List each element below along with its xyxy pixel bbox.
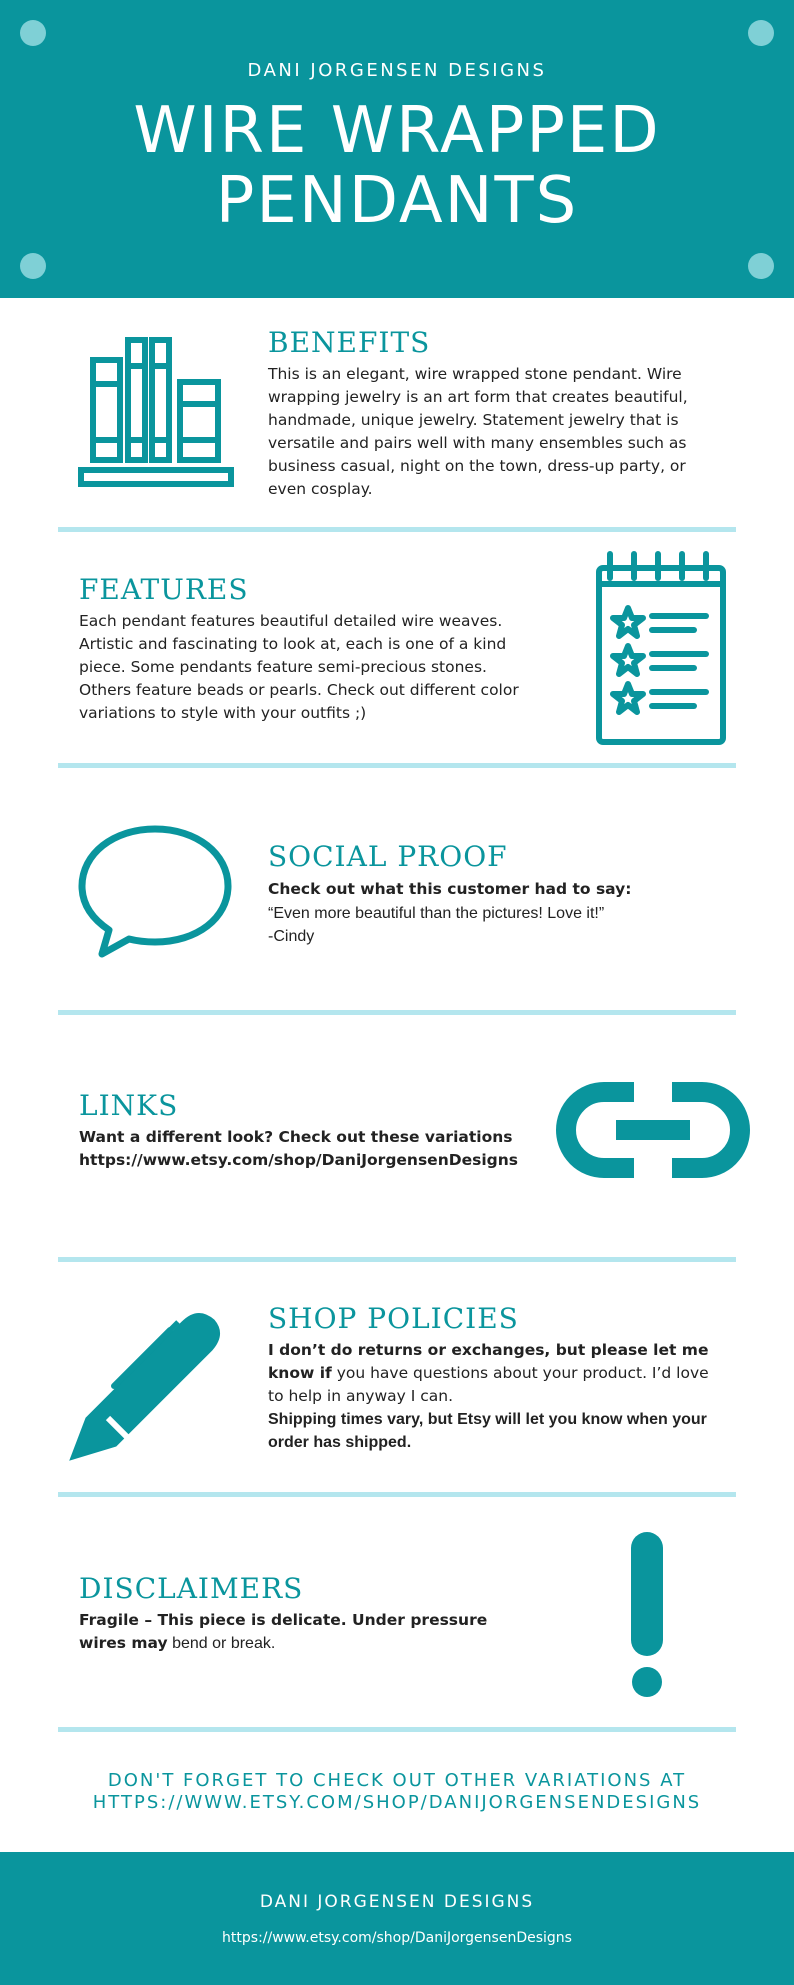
social-proof-heading: SOCIAL PROOF [268,840,508,873]
social-proof-lead-text: Check out what this customer had to say: [268,880,632,898]
corner-dot [20,20,46,46]
header-banner [0,0,794,298]
shop-policies-heading: SHOP POLICIES [268,1302,519,1335]
shop-policies-text [268,1339,718,1408]
disclaimer-bold: Fragile – This piece is delicate. Under pressure wires may [79,1611,488,1652]
links-heading: LINKS [79,1089,179,1122]
books-icon [78,336,234,490]
corner-dot [748,20,774,46]
policy-bold: I don’t do returns or exchanges, but please let me know if [268,1341,709,1382]
links-url[interactable]: https://www.etsy.com/shop/DaniJorgensenDesigns [79,1151,519,1169]
footer-brand-name: DANI JORGENSEN DESIGNS [259,1892,535,1912]
speech-bubble-icon [76,822,234,962]
page-title [0,96,794,236]
footer-link[interactable]: https://www.etsy.com/shop/DaniJorgensenDesigns [222,1930,572,1946]
section-divider [58,763,736,768]
customer-quote: “Even more beautiful than the pictures! Love it!” [268,905,605,922]
policy-rest: you have questions about your product. I’d love to help in anyway I can. [268,1364,709,1405]
disclaimers-heading: DISCLAIMERS [79,1572,304,1605]
pen-icon [66,1300,238,1468]
social-proof-lead [268,878,718,901]
features-heading: FEATURES [79,573,249,606]
customer-name: -Cindy [268,928,315,945]
links-text [79,1126,549,1172]
disclaimer-rest: bend or break. [167,1635,276,1652]
footer-banner [0,1852,794,1985]
cta-line-2[interactable]: HTTPS://WWW.ETSY.COM/SHOP/DANIJORGENSENDESIGNS [92,1792,702,1813]
call-to-action [0,1770,794,1814]
shipping-text-value: Shipping times vary, but Etsy will let you know when your order has shipped. [268,1411,707,1451]
section-divider [58,1257,736,1262]
section-divider [58,1727,736,1732]
section-divider [58,1010,736,1015]
notepad-stars-icon [594,548,730,748]
benefits-heading: BENEFITS [268,326,431,359]
section-divider [58,527,736,532]
cta-line-1: DON'T FORGET TO CHECK OUT OTHER VARIATIONS AT [107,1770,687,1791]
links-line-1: Want a different look? Check out these variations [79,1128,513,1146]
title-line-1: WIRE WRAPPED [133,94,661,168]
benefits-text: This is an elegant, wire wrapped stone pendant. Wire wrapping jewelry is an art form that creates beautiful, handmade, unique jewelry. Statement jewelry that is versatile and pairs well with many ensembles such as business casual, night on the town, dress-up party, or even cosplay. [268,365,688,498]
corner-dot [748,253,774,279]
title-line-2: PENDANTS [215,164,579,238]
disclaimers-text [79,1609,529,1655]
link-icon [556,1080,750,1180]
shipping-text [268,1408,718,1454]
features-text: Each pendant features beautiful detailed wire weaves. Artistic and fascinating to look at, each is one of a kind piece. Some pendants feature semi-precious stones. Others feature beads or pearls. Check out different color variations to style with your outfits ;) [79,612,519,722]
section-divider [58,1492,736,1497]
exclamation-icon [628,1530,668,1700]
corner-dot [20,253,46,279]
brand-name: DANI JORGENSEN DESIGNS [247,60,547,81]
